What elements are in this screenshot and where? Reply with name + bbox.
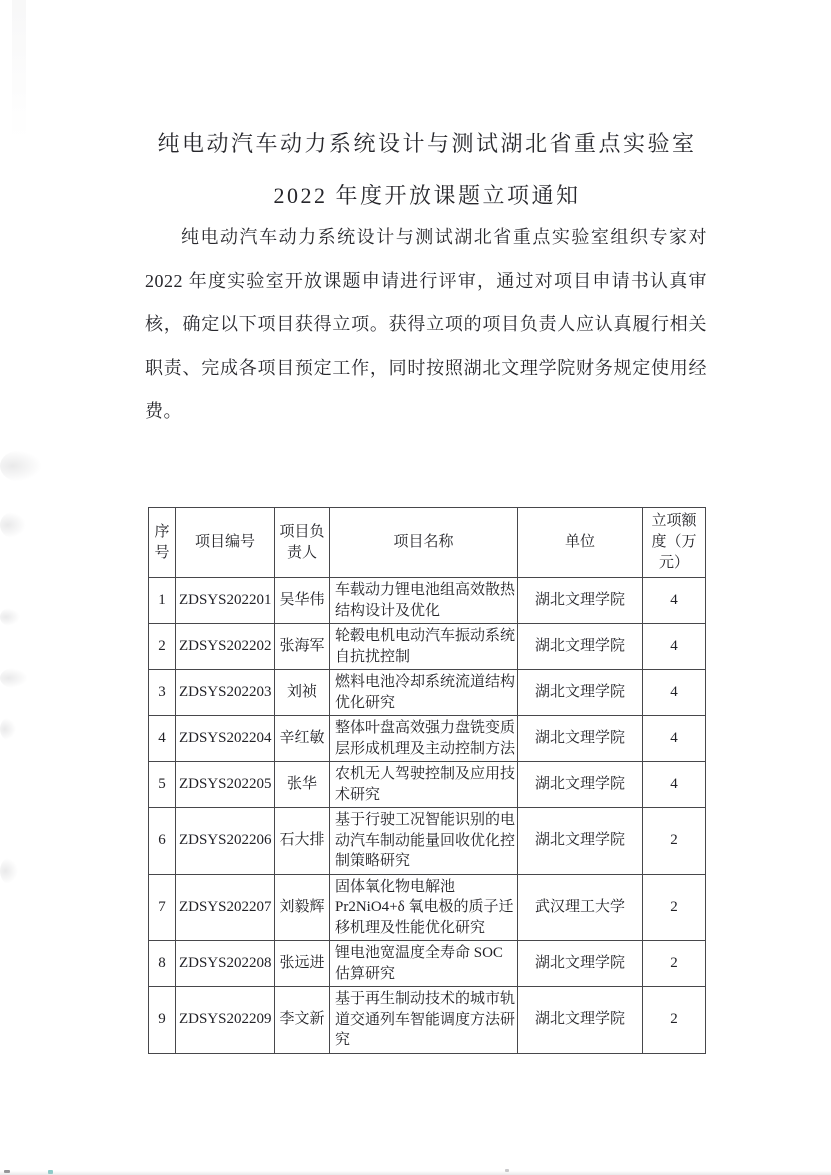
table-row	[149, 578, 706, 624]
cell-project-name: 基于再生制动技术的城市轨道交通列车智能调度方法研究	[330, 987, 518, 1054]
cell-code: ZDSYS202202	[176, 624, 275, 670]
cell-project-name: 整体叶盘高效强力盘铣变质层形成机理及主动控制方法	[330, 716, 518, 762]
cell-leader: 张海军	[275, 624, 330, 670]
cell-amount: 4	[643, 762, 706, 808]
cell-unit: 湖北文理学院	[518, 624, 643, 670]
scan-artifact	[0, 512, 26, 538]
cell-seq: 5	[149, 762, 176, 808]
cell-unit: 湖北文理学院	[518, 762, 643, 808]
table-row	[149, 762, 706, 808]
cell-code: ZDSYS202206	[176, 808, 275, 875]
cell-leader: 辛红敏	[275, 716, 330, 762]
cell-code: ZDSYS202208	[176, 941, 275, 987]
cell-unit: 湖北文理学院	[518, 578, 643, 624]
cell-seq: 2	[149, 624, 176, 670]
cell-code: ZDSYS202203	[176, 670, 275, 716]
cell-amount: 4	[643, 716, 706, 762]
cell-seq: 3	[149, 670, 176, 716]
table-row	[149, 670, 706, 716]
cell-code: ZDSYS202207	[176, 874, 275, 941]
cell-seq: 1	[149, 578, 176, 624]
cell-seq: 4	[149, 716, 176, 762]
document-title	[146, 118, 708, 222]
cell-leader: 吴华伟	[275, 578, 330, 624]
cell-leader: 刘毅辉	[275, 874, 330, 941]
cell-seq: 9	[149, 987, 176, 1054]
cell-leader: 石大排	[275, 808, 330, 875]
cell-leader: 李文新	[275, 987, 330, 1054]
scan-artifact	[0, 450, 42, 482]
cell-unit: 武汉理工大学	[518, 874, 643, 941]
cell-amount: 2	[643, 808, 706, 875]
cell-amount: 4	[643, 670, 706, 716]
table-header	[149, 508, 706, 578]
cell-leader: 张华	[275, 762, 330, 808]
cell-amount: 4	[643, 624, 706, 670]
cell-unit: 湖北文理学院	[518, 670, 643, 716]
table-row	[149, 808, 706, 875]
cell-amount: 2	[643, 987, 706, 1054]
document-title-line2: 2022 年度开放课题立项通知	[273, 183, 581, 208]
project-approval-table	[148, 507, 706, 1054]
table-row	[149, 624, 706, 670]
cell-seq: 7	[149, 874, 176, 941]
scan-artifact	[0, 858, 18, 884]
cell-seq: 8	[149, 941, 176, 987]
cell-code: ZDSYS202205	[176, 762, 275, 808]
cell-code: ZDSYS202201	[176, 578, 275, 624]
cell-project-name: 车载动力锂电池组高效散热结构设计及优化	[330, 578, 518, 624]
cell-amount: 2	[643, 941, 706, 987]
header-amount: 立项额度（万元）	[643, 508, 706, 578]
table-row	[149, 874, 706, 941]
header-name: 项目名称	[330, 508, 518, 578]
header-unit: 单位	[518, 508, 643, 578]
table-header-row	[149, 508, 706, 578]
cell-project-name: 轮毂电机电动汽车振动系统自抗扰控制	[330, 624, 518, 670]
cell-seq: 6	[149, 808, 176, 875]
document-title-line1: 纯电动汽车动力系统设计与测试湖北省重点实验室	[157, 131, 697, 156]
scan-artifact	[0, 718, 16, 740]
cell-project-name: 燃料电池冷却系统流道结构优化研究	[330, 670, 518, 716]
scan-artifact	[0, 608, 20, 626]
document-body-paragraph: 纯电动汽车动力系统设计与测试湖北省重点实验室组织专家对 2022 年度实验室开放课题申请进行评审，通过对项目申请书认真审核，确定以下项目获得立项。获得立项的项目负责人应认真履行相关职责、完成各项目预定工作，同时按照湖北文理学院财务规定使用经费。	[145, 227, 707, 421]
scan-artifact	[12, 0, 26, 140]
scan-artifact	[0, 668, 28, 688]
cell-project-name: 锂电池宽温度全寿命 SOC 估算研究	[330, 941, 518, 987]
cell-project-name: 固体氧化物电解池Pr2NiO4+δ 氧电极的质子迁移机理及性能优化研究	[330, 874, 518, 941]
header-leader: 项目负责人	[275, 508, 330, 578]
table-body	[149, 578, 706, 1054]
cell-amount: 2	[643, 874, 706, 941]
cell-project-name: 农机无人驾驶控制及应用技术研究	[330, 762, 518, 808]
cell-unit: 湖北文理学院	[518, 808, 643, 875]
header-code: 项目编号	[176, 508, 275, 578]
cell-leader: 刘祯	[275, 670, 330, 716]
table-row	[149, 987, 706, 1054]
cell-unit: 湖北文理学院	[518, 987, 643, 1054]
table-row	[149, 941, 706, 987]
scan-artifact	[0, 1171, 831, 1175]
cell-code: ZDSYS202204	[176, 716, 275, 762]
cell-unit: 湖北文理学院	[518, 941, 643, 987]
cell-code: ZDSYS202209	[176, 987, 275, 1054]
cell-project-name: 基于行驶工况智能识别的电动汽车制动能量回收优化控制策略研究	[330, 808, 518, 875]
cell-unit: 湖北文理学院	[518, 716, 643, 762]
header-seq: 序号	[149, 508, 176, 578]
cell-amount: 4	[643, 578, 706, 624]
cell-leader: 张远进	[275, 941, 330, 987]
table-row	[149, 716, 706, 762]
